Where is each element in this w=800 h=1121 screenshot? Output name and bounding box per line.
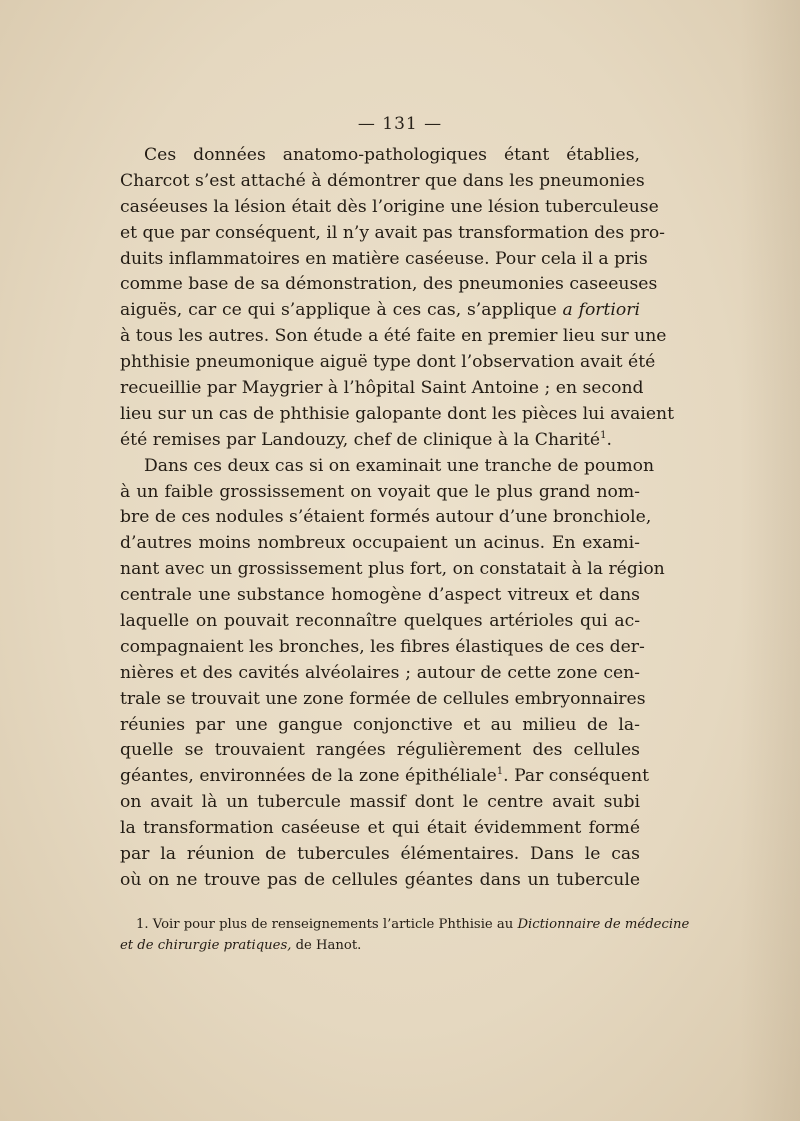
text-line: [120, 661, 640, 687]
text-line: [120, 687, 646, 713]
text-line: [120, 428, 640, 454]
text-line: [120, 480, 640, 506]
text-line: [120, 505, 652, 531]
text-line: [120, 816, 640, 842]
line-text: été remises par Landouzy, chef de clinique à la Charité: [120, 429, 601, 450]
line-text: phthisie pneumonique aiguë type dont l’observation avait été: [120, 352, 656, 373]
text-line: [120, 350, 656, 376]
footnote-text: 1. Voir pour plus de renseignements l’article Phthisie au: [136, 917, 518, 932]
footnote-text: de Hanot.: [291, 938, 362, 953]
line-text: comme base de sa démonstration, des pneumonies caseeuses: [120, 274, 658, 295]
line-text: trale se trouvait une zone formée de cellules embryonnaires: [120, 688, 646, 709]
footnote-line: [120, 914, 690, 935]
text-line: [120, 272, 658, 298]
line-text: la transformation caséeuse et qui était évidemment formé: [120, 818, 640, 839]
line-text: à tous les autres. Son étude a été faite en premier lieu sur une: [120, 326, 667, 347]
line-text: laquelle on pouvait reconnaître quelques artérioles qui ac-: [120, 611, 640, 632]
text-line: [120, 531, 640, 557]
line-text: lieu sur un cas de phthisie galopante dont les pièces lui avaient: [120, 403, 674, 424]
line-text: et que par conséquent, il n’y avait pas transformation des pro-: [120, 222, 665, 243]
text-line: [120, 402, 674, 428]
line-text: on avait là un tubercule massif dont le centre avait subi: [120, 792, 640, 813]
text-line: [120, 324, 667, 350]
line-text: à un faible grossissement on voyait que le plus grand nom-: [120, 481, 640, 502]
text-line: [120, 221, 665, 247]
footnote-line: [120, 935, 640, 956]
text-line: [120, 842, 640, 868]
text-line: [120, 169, 645, 195]
footnote-italic: Dictionnaire de médecine: [517, 917, 690, 932]
body-text: [120, 143, 674, 894]
text-line: [120, 143, 640, 169]
line-text: quelle se trouvaient rangées régulièrement des cellules: [120, 740, 640, 761]
line-text: aiguës, car ce qui s’applique à ces cas, s’applique: [120, 300, 563, 321]
text-line: [120, 609, 640, 635]
line-text: compagnaient les bronches, les fibres élastiques de ces der-: [120, 636, 645, 657]
line-text: géantes, environnées de la zone épithéliale: [120, 766, 497, 787]
line-text: Dans ces deux cas si on examinait une tranche de poumon: [144, 455, 655, 476]
text-line: [120, 376, 644, 402]
text-line: [120, 868, 640, 894]
text-line: [120, 195, 659, 221]
footnote-marker: 1: [496, 766, 504, 778]
line-text: caséeuses la lésion était dès l’origine une lésion tuberculeuse: [120, 196, 659, 217]
text-line: [120, 738, 640, 764]
footnote-italic: et de chirurgie pratiques,: [120, 938, 292, 953]
page-number: — 131 —: [357, 114, 443, 134]
text-line: [120, 713, 640, 739]
line-text: bre de ces nodules s’étaient formés autour d’une bronchiole,: [120, 507, 652, 528]
line-text-after: .: [606, 429, 612, 450]
text-line: [120, 298, 640, 324]
text-line: [120, 247, 648, 273]
line-text: centrale une substance homogène d’aspect vitreux et dans: [120, 585, 640, 606]
line-italic: a fortiori: [562, 300, 640, 321]
line-text: où on ne trouve pas de cellules géantes dans un tubercule: [120, 869, 640, 890]
text-line: [120, 790, 640, 816]
text-line: [120, 557, 665, 583]
line-text: nant avec un grossissement plus fort, on constatait à la région: [120, 559, 665, 580]
footnotes: [120, 914, 690, 956]
line-text-after: . Par conséquent: [503, 766, 650, 787]
line-text: nières et des cavités alvéolaires ; autour de cette zone cen-: [120, 662, 640, 683]
text-line: [120, 764, 650, 790]
text-line: [120, 454, 655, 480]
line-text: d’autres moins nombreux occupaient un acinus. En exami-: [120, 533, 640, 554]
line-text: Charcot s’est attaché à démontrer que dans les pneumonies: [120, 170, 645, 191]
line-text: réunies par une gangue conjonctive et au milieu de la-: [120, 714, 640, 735]
line-text: Ces données anatomo-pathologiques étant établies,: [144, 145, 640, 165]
line-text: par la réunion de tubercules élémentaires. Dans le cas: [120, 844, 640, 865]
footnote-marker: 1: [600, 429, 607, 441]
text-line: [120, 635, 645, 661]
line-text: recueillie par Maygrier à l’hôpital Saint Antoine ; en second: [120, 378, 644, 399]
line-text: duits inflammatoires en matière caséeuse. Pour cela il a pris: [120, 248, 648, 269]
text-line: [120, 583, 640, 609]
